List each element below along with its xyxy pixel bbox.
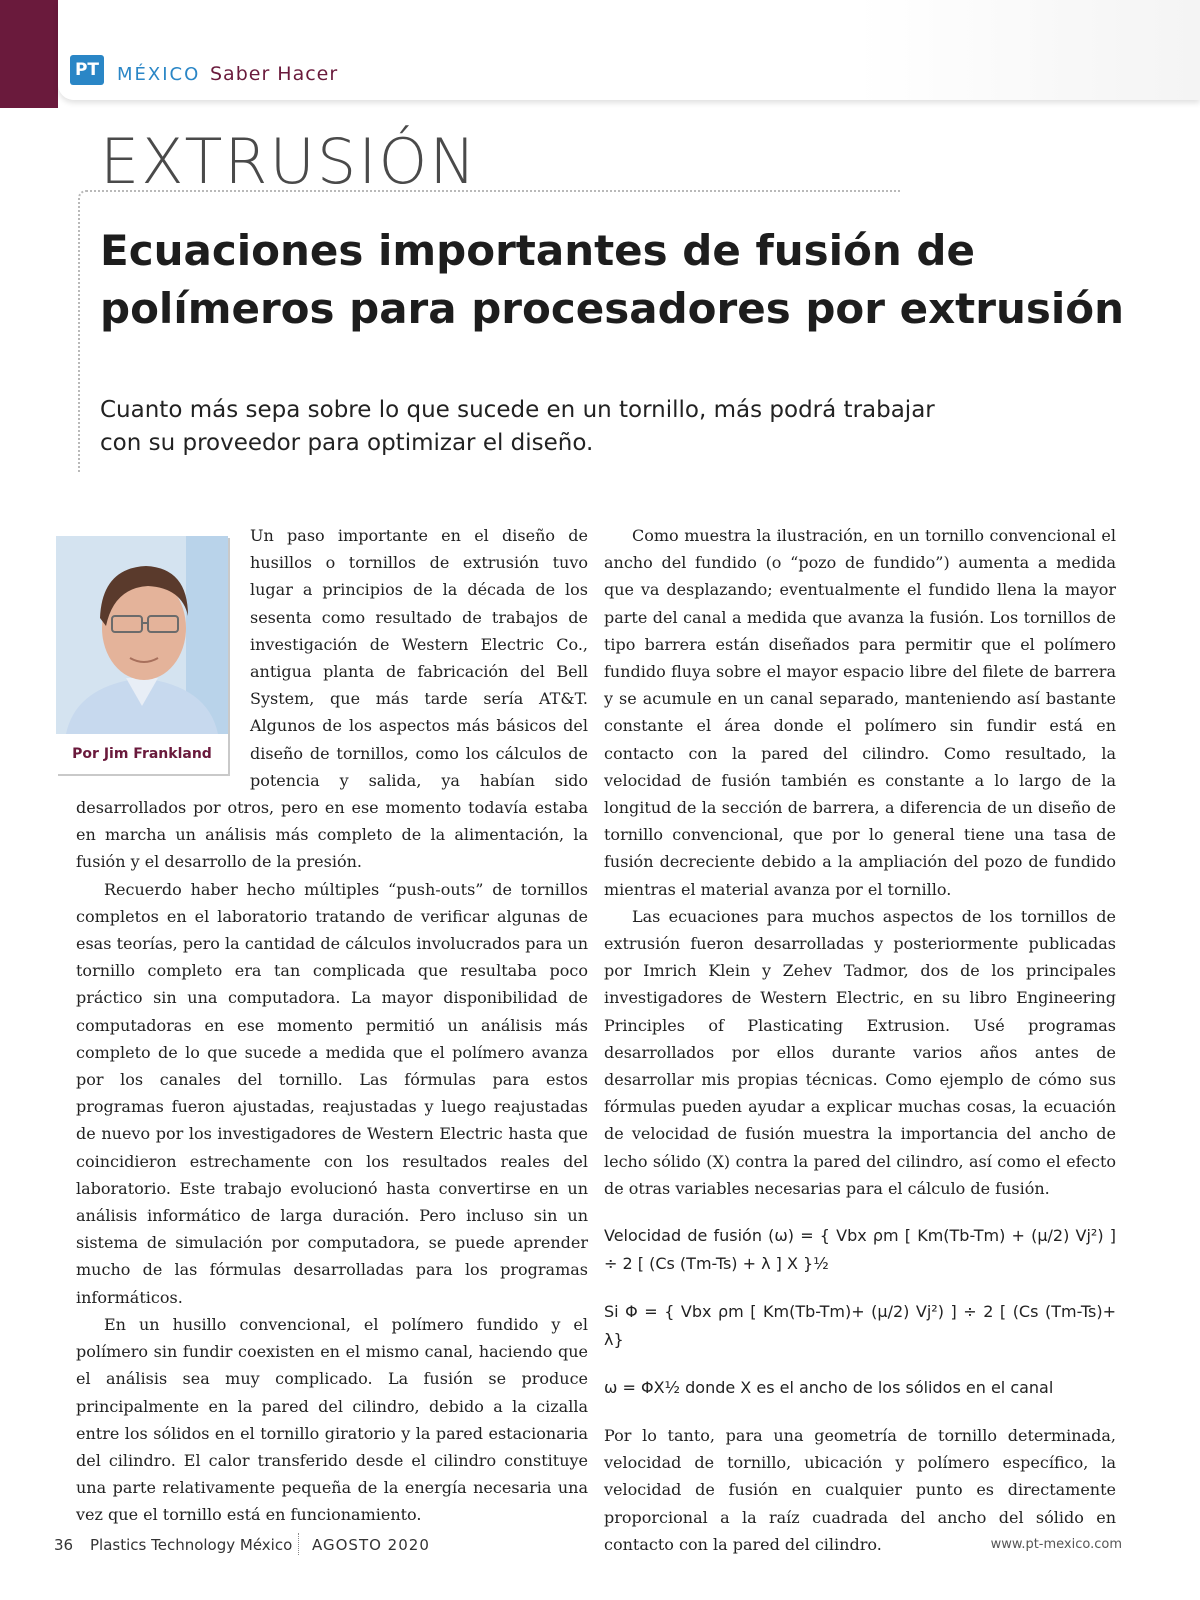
author-byline: Por Jim Frankland — [56, 734, 228, 774]
footer-divider — [298, 1533, 299, 1555]
page-number: 36 — [54, 1536, 74, 1554]
section-color-strip — [0, 0, 58, 108]
paragraph: En un husillo convencional, el polímero fundido y el polímero sin fundir coexisten en el mismo canal, haciendo que el análisis sea muy complicado. La fusión se produce principalmente en la pared del cilindro, debido a la cizalla entre los sólidos en el tornillo giratorio y la pared estacionaria del cilindro. El calor transferido desde el cilindro constituye una parte relativamente pequeña de la energía necesaria una vez que el tornillo está en funcionamiento. — [76, 1314, 588, 1525]
website-link[interactable]: www.pt-mexico.com — [990, 1537, 1122, 1552]
issue-date: AGOSTO 2020 — [312, 1536, 430, 1554]
author-portrait-icon — [56, 536, 228, 734]
section-country: MÉXICO — [117, 64, 201, 85]
header-bar — [58, 0, 1200, 100]
paragraph: Un paso importante en el diseño de husillos o tornillos de extrusión tuvo lugar a principios de la década de los sesenta como resultado de trabajos de investigación de Western Electric Co., antigua planta de fabricación del Bell System, que más tarde sería AT&T. Algunos de los aspectos más básicos del diseño de tornillos, como los cálculos de potencia y salida, ya habían sido desarrollados por otros, pero en ese momento todavía estaba en marcha un análisis más completo de la alimentación, la fusión y el desarrollo de la presión. — [76, 526, 588, 872]
pt-logo: PT — [70, 55, 104, 85]
right-column — [604, 522, 1116, 1558]
left-column — [72, 522, 588, 1529]
paragraph-conclusion: Por lo tanto, para una geometría de tornillo determinada, velocidad de tornillo, ubicación y polímero específico, la velocidad de fusión en cualquier punto es directamente proporcional a la raíz cuadrada del ancho del sólido en contacto con la pared del cilindro. — [604, 1426, 1116, 1554]
magazine-name: Plastics Technology México — [90, 1536, 293, 1554]
section-name: Saber Hacer — [210, 63, 339, 85]
equation-omega: ω = ΦX½ donde X es el ancho de los sólidos en el canal — [604, 1378, 1054, 1398]
equation-melt-rate: Velocidad de fusión (ω) = { Vbx ρm [ Km(Tb-Tm) + (μ/2) Vj²) ] ÷ 2 [ (Cs (Tm-Ts) + λ ] X }½ — [604, 1226, 1116, 1274]
paragraph: Como muestra la ilustración, en un tornillo convencional el ancho del fundido (o “pozo de fundido”) aumenta a medida que va desplazando; eventualmente el fundido llena la mayor parte del canal a medida que avanza la fusión. Los tornillos de tipo barrera están diseñados para permitir que el polímero fundido fluya sobre el mayor espacio libre del filete de barrera y se acumule en un canal separado, manteniendo así bastante constante el área donde el polímero sin fundir está en contacto con la pared del cilindro. Como resultado, la velocidad de fusión también es constante a lo largo de la longitud de la sección de barrera, a diferencia de un diseño de tornillo convencional, que por lo general tiene una tasa de fusión decreciente debido a la ampliación del pozo de fundido mientras el material avanza por el tornillo. — [604, 526, 1116, 899]
article-subhead: Cuanto más sepa sobre lo que sucede en un tornillo, más podrá trabajar con su proveedor para optimizar el diseño. — [100, 397, 935, 456]
article-headline: Ecuaciones importantes de fusión de polímeros para procesadores por extrusión — [100, 226, 1124, 333]
paragraph: Recuerdo haber hecho múltiples “push-outs” de tornillos completos en el laboratorio tratando de verificar algunas de esas teorías, pero la cantidad de cálculos involucrados para un tornillo completo era tan complicada que resultaba poco práctico sin una computadora. La mayor disponibilidad de computadoras en ese momento permitió un análisis más completo de lo que sucede a medida que el polímero avanza por los canales del tornillo. Las fórmulas para estos programas fueron ajustadas, reajustadas y luego reajustadas de nuevo por los investigadores de Western Electric hasta que coincidieron estrechamente con los resultados reales del laboratorio. Este trabajo evolucionó hasta convertirse en un análisis informático de larga duración. Pero incluso sin un sistema de simulación por computadora, se puede aprender mucho de las fórmulas desarrolladas para los programas informáticos. — [76, 879, 588, 1307]
topic-title: EXTRUSIÓN — [100, 125, 478, 198]
paragraph: Las ecuaciones para muchos aspectos de los tornillos de extrusión fueron desarrolladas y posteriormente publicadas por Imrich Klein y Zehev Tadmor, dos de los principales investigadores de Western Electric, en su libro Engineering Principles of Plasticating Extrusion. Usé programas desarrollados por ellos durante varios años antes de desarrollar mis propias técnicas. Como ejemplo de cómo sus fórmulas pueden ayudar a explicar muchas cosas, la ecuación de velocidad de fusión muestra la importancia del ancho de lecho sólido (X) contra la pared del cilindro, así como el efecto de otras variables necesarias para el cálculo de fusión. — [604, 906, 1116, 1198]
author-photo — [56, 536, 228, 774]
equation-phi: Si Φ = { Vbx ρm [ Km(Tb-Tm)+ (μ/2) Vj²) ] ÷ 2 [ (Cs (Tm-Ts)+ λ} — [604, 1302, 1116, 1350]
